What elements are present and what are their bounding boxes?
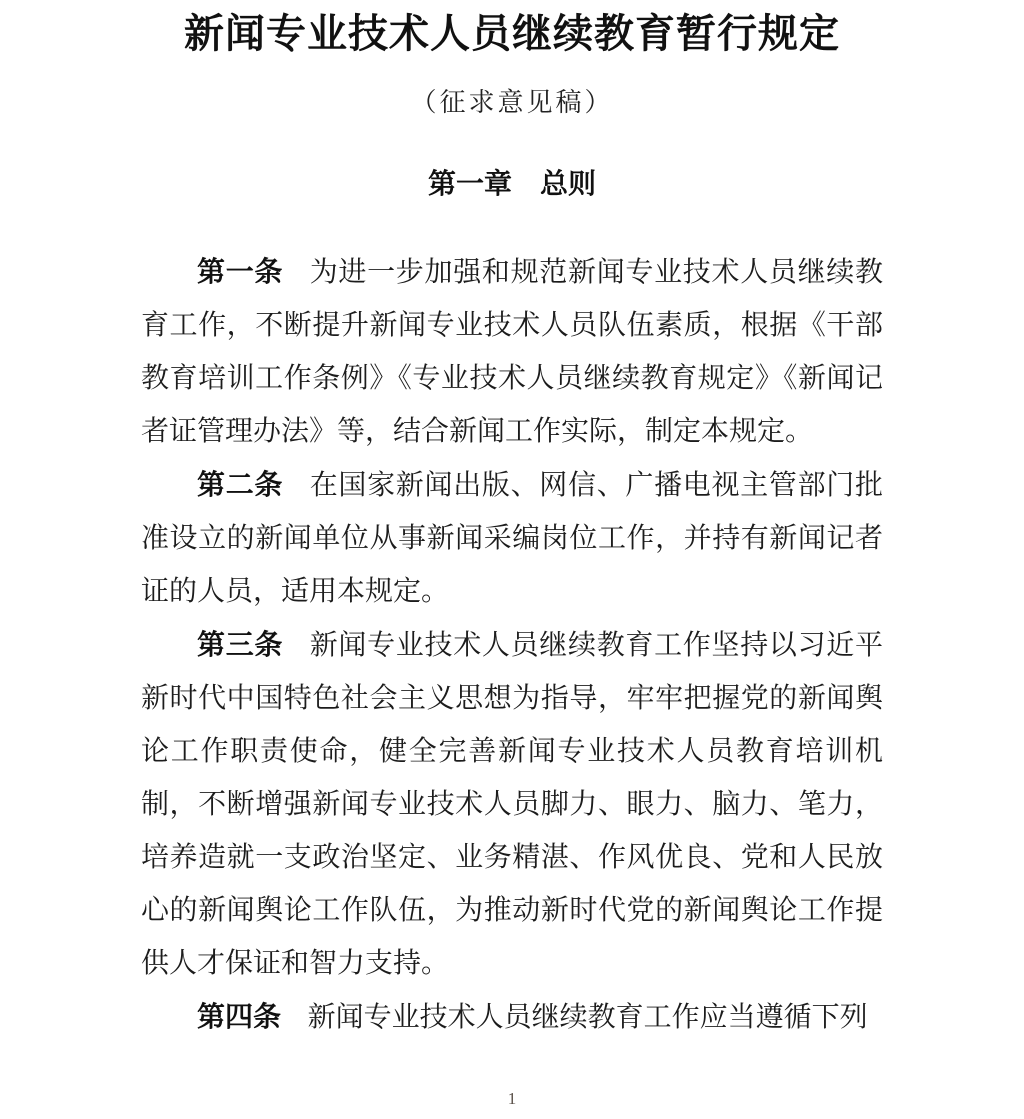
- chapter-label: 第一章: [427, 168, 512, 199]
- paragraph: [141, 618, 883, 990]
- article-text: 在国家新闻出版、网信、广播电视主管部门批准设立的新闻单位从事新闻采编岗位工作，并持有新闻记者证的人员，适用本规定。: [141, 470, 883, 607]
- article-label: 第二条: [197, 469, 284, 500]
- chapter-heading: [0, 168, 1024, 200]
- paragraph: [141, 990, 883, 1044]
- article-label: 第一条: [197, 256, 284, 287]
- article-text: 新闻专业技术人员继续教育工作坚持以习近平新时代中国特色社会主义思想为指导，牢牢把握党的新闻舆论工作职责使命，健全完善新闻专业技术人员教育培训机制，不断增强新闻专业技术人员脚力、眼力、脑力、笔力，培养造就一支政治坚定、业务精湛、作风优良、党和人民放心的新闻舆论工作队伍，为推动新时代党的新闻舆论工作提供人才保证和智力支持。: [141, 630, 883, 979]
- paragraph: [141, 458, 883, 618]
- document-title: 新闻专业技术人员继续教育暂行规定: [184, 11, 840, 56]
- document-body: [141, 245, 883, 1044]
- article-label: 第三条: [197, 629, 284, 660]
- paragraph: [141, 245, 883, 458]
- article-text: 新闻专业技术人员继续教育工作应当遵循下列: [307, 1002, 868, 1033]
- page-number: 1: [507, 1089, 517, 1108]
- article-label: 第四条: [197, 1001, 282, 1032]
- chapter-title: 总则: [540, 168, 597, 199]
- document-subtitle: （征求意见稿）: [410, 88, 614, 117]
- article-text: 为进一步加强和规范新闻专业技术人员继续教育工作，不断提升新闻专业技术人员队伍素质，根据《干部教育培训工作条例》《专业技术人员继续教育规定》《新闻记者证管理办法》等，结合新闻工作实际，制定本规定。: [141, 257, 883, 447]
